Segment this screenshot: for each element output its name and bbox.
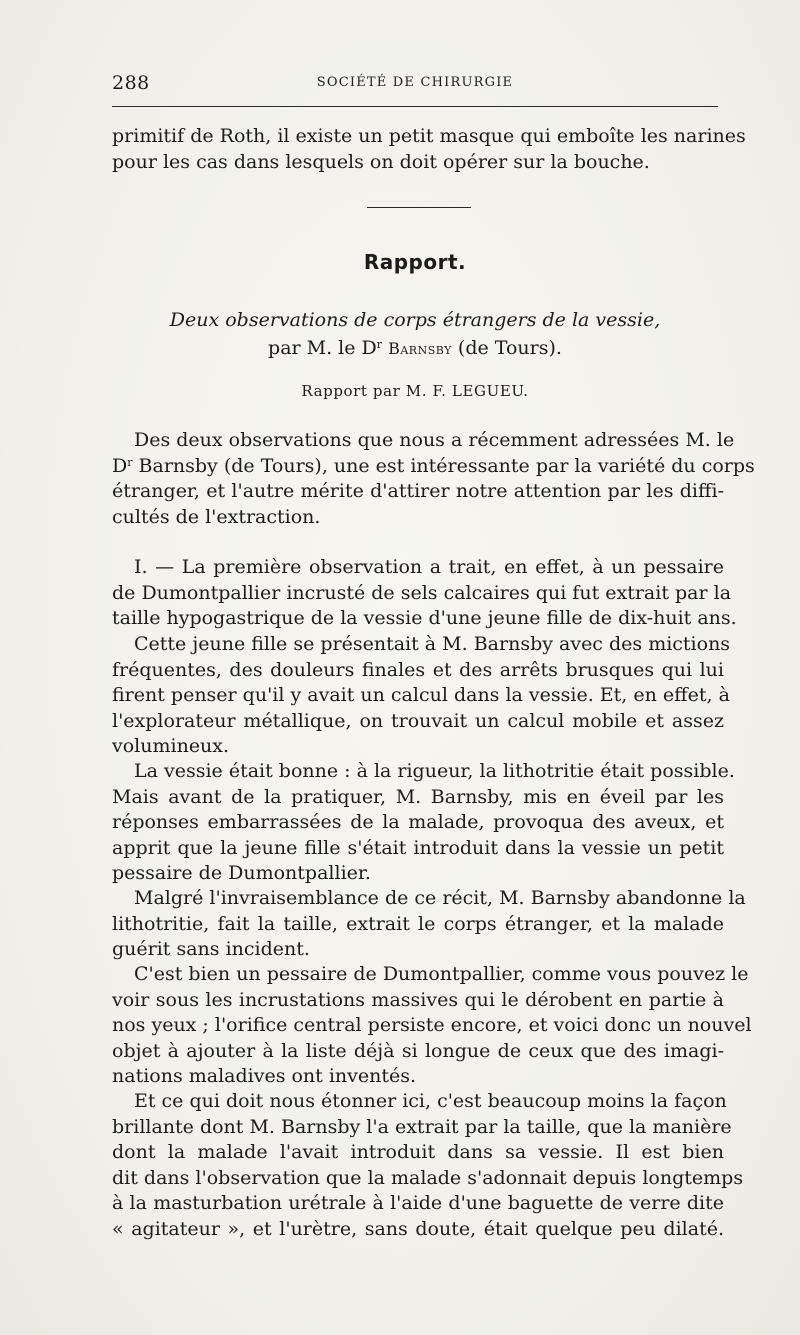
para1-line-2-a: D — [112, 454, 128, 477]
section-divider — [367, 207, 471, 208]
p3-line-5: volumineux. — [112, 735, 230, 757]
p2-line-3: taille hypogastrique de la vessie d'une jeune fille de dix-huit ans. — [112, 607, 737, 629]
author-name: Barnsby — [388, 339, 452, 358]
para1-line-2-b: Barnsby (de Tours), une est intéressante par la variété du corps — [132, 454, 755, 477]
p7-line-4: dit dans l'observation que la malade s'adonnait depuis longtemps — [112, 1166, 744, 1189]
paragraph-taille — [112, 886, 746, 963]
p3-line-3: firent penser qu'il y avait un calcul dans la vessie. Et, en effet, à — [112, 684, 730, 706]
p2-line-1: I. — La première observation a trait, en effet, à un pessaire — [134, 556, 724, 578]
intro-paragraph — [112, 124, 746, 175]
author-suffix: (de Tours). — [451, 337, 562, 359]
page-header — [112, 70, 718, 96]
paragraph-lithotritie — [112, 759, 735, 887]
p5-line-1: Malgré l'invraisemblance de ce récit, M. Barnsby abandonne la — [134, 887, 746, 909]
para1-line-1: Des deux observations que nous a récemment adressées M. le — [134, 429, 735, 451]
p4-line-5: pessaire de Dumontpallier. — [112, 862, 371, 884]
p7-line-1: Et ce qui doit nous étonner ici, c'est beaucoup moins la façon — [134, 1090, 727, 1112]
para1-line-4: cultés de l'extraction. — [112, 505, 321, 528]
p3-line-4: l'explorateur métallique, on trouvait un calcul mobile et assez — [112, 709, 724, 732]
paragraph-intro — [112, 428, 755, 530]
p7-line-5: à la masturbation urétrale à l'aide d'une baguette de verre dite — [112, 1192, 724, 1214]
p4-line-3: réponses embarrassées de la malade, provoqua des aveux, et — [112, 811, 724, 833]
p5-line-2: lithotritie, fait la taille, extrait le corps étranger, et la malade — [112, 912, 724, 935]
p4-line-4: apprit que la jeune fille s'était introduit dans la vessie un petit — [112, 836, 724, 859]
page-number: 288 — [112, 72, 150, 94]
p7-line-2: brillante dont M. Barnsby l'a extrait par la taille, que la manière — [112, 1115, 732, 1138]
report-author — [112, 337, 718, 359]
para1-line-2-sup: r — [127, 455, 133, 469]
p4-line-1: La vessie était bonne : à la rigueur, la lithotritie était possible. — [134, 760, 735, 782]
p3-line-2: fréquentes, des douleurs finales et des arrêts brusques qui lui — [112, 658, 724, 681]
section-title: Rapport. — [363, 250, 467, 274]
para1-line-2 — [112, 454, 755, 480]
p6-line-1: C'est bien un pessaire de Dumontpallier, comme vous pouvez le — [134, 963, 749, 985]
paragraph-conclusion — [112, 1089, 744, 1242]
paragraph-pessaire — [112, 962, 752, 1090]
header-rule — [112, 106, 718, 107]
intro-line-1: primitif de Roth, il existe un petit masque qui emboîte les narines — [112, 125, 746, 147]
p6-line-2: voir sous les incrustations massives qui le dérobent en partie à — [112, 988, 724, 1011]
paragraph-symptoms — [112, 632, 731, 760]
intro-line-2: pour les cas dans lesquels on doit opérer sur la bouche. — [112, 150, 650, 173]
author-prefix: par M. le D — [268, 337, 377, 359]
reporter-line: Rapport par M. F. LEGUEU. — [301, 382, 529, 400]
report-subtitle: Deux observations de corps étrangers de la vessie, — [169, 309, 661, 331]
paragraph-observation-1 — [112, 555, 737, 632]
author-title-sup: r — [376, 338, 383, 351]
p7-line-3: dont la malade l'avait introduit dans sa vessie. Il est bien — [112, 1141, 724, 1163]
p6-line-4: objet à ajouter à la liste déjà si longue de ceux que des imagi- — [112, 1039, 724, 1062]
para1-line-3: étranger, et l'autre mérite d'attirer notre attention par les diffi- — [112, 480, 724, 502]
p3-line-1: Cette jeune fille se présentait à M. Barnsby avec des mictions — [134, 633, 731, 655]
p4-line-2: Mais avant de la pratiquer, M. Barnsby, mis en éveil par les — [112, 785, 724, 808]
p6-line-3: nos yeux ; l'orifice central persiste encore, et voici donc un nouvel — [112, 1014, 752, 1036]
p6-line-5: nations maladives ont inventés. — [112, 1065, 417, 1087]
p5-line-3: guérit sans incident. — [112, 938, 310, 960]
p2-line-2: de Dumontpallier incrusté de sels calcaires qui fut extrait par la — [112, 581, 732, 604]
running-head: SOCIÉTÉ DE CHIRURGIE — [316, 75, 514, 90]
p7-line-6: « agitateur », et l'urètre, sans doute, était quelque peu dilaté. — [112, 1217, 724, 1240]
